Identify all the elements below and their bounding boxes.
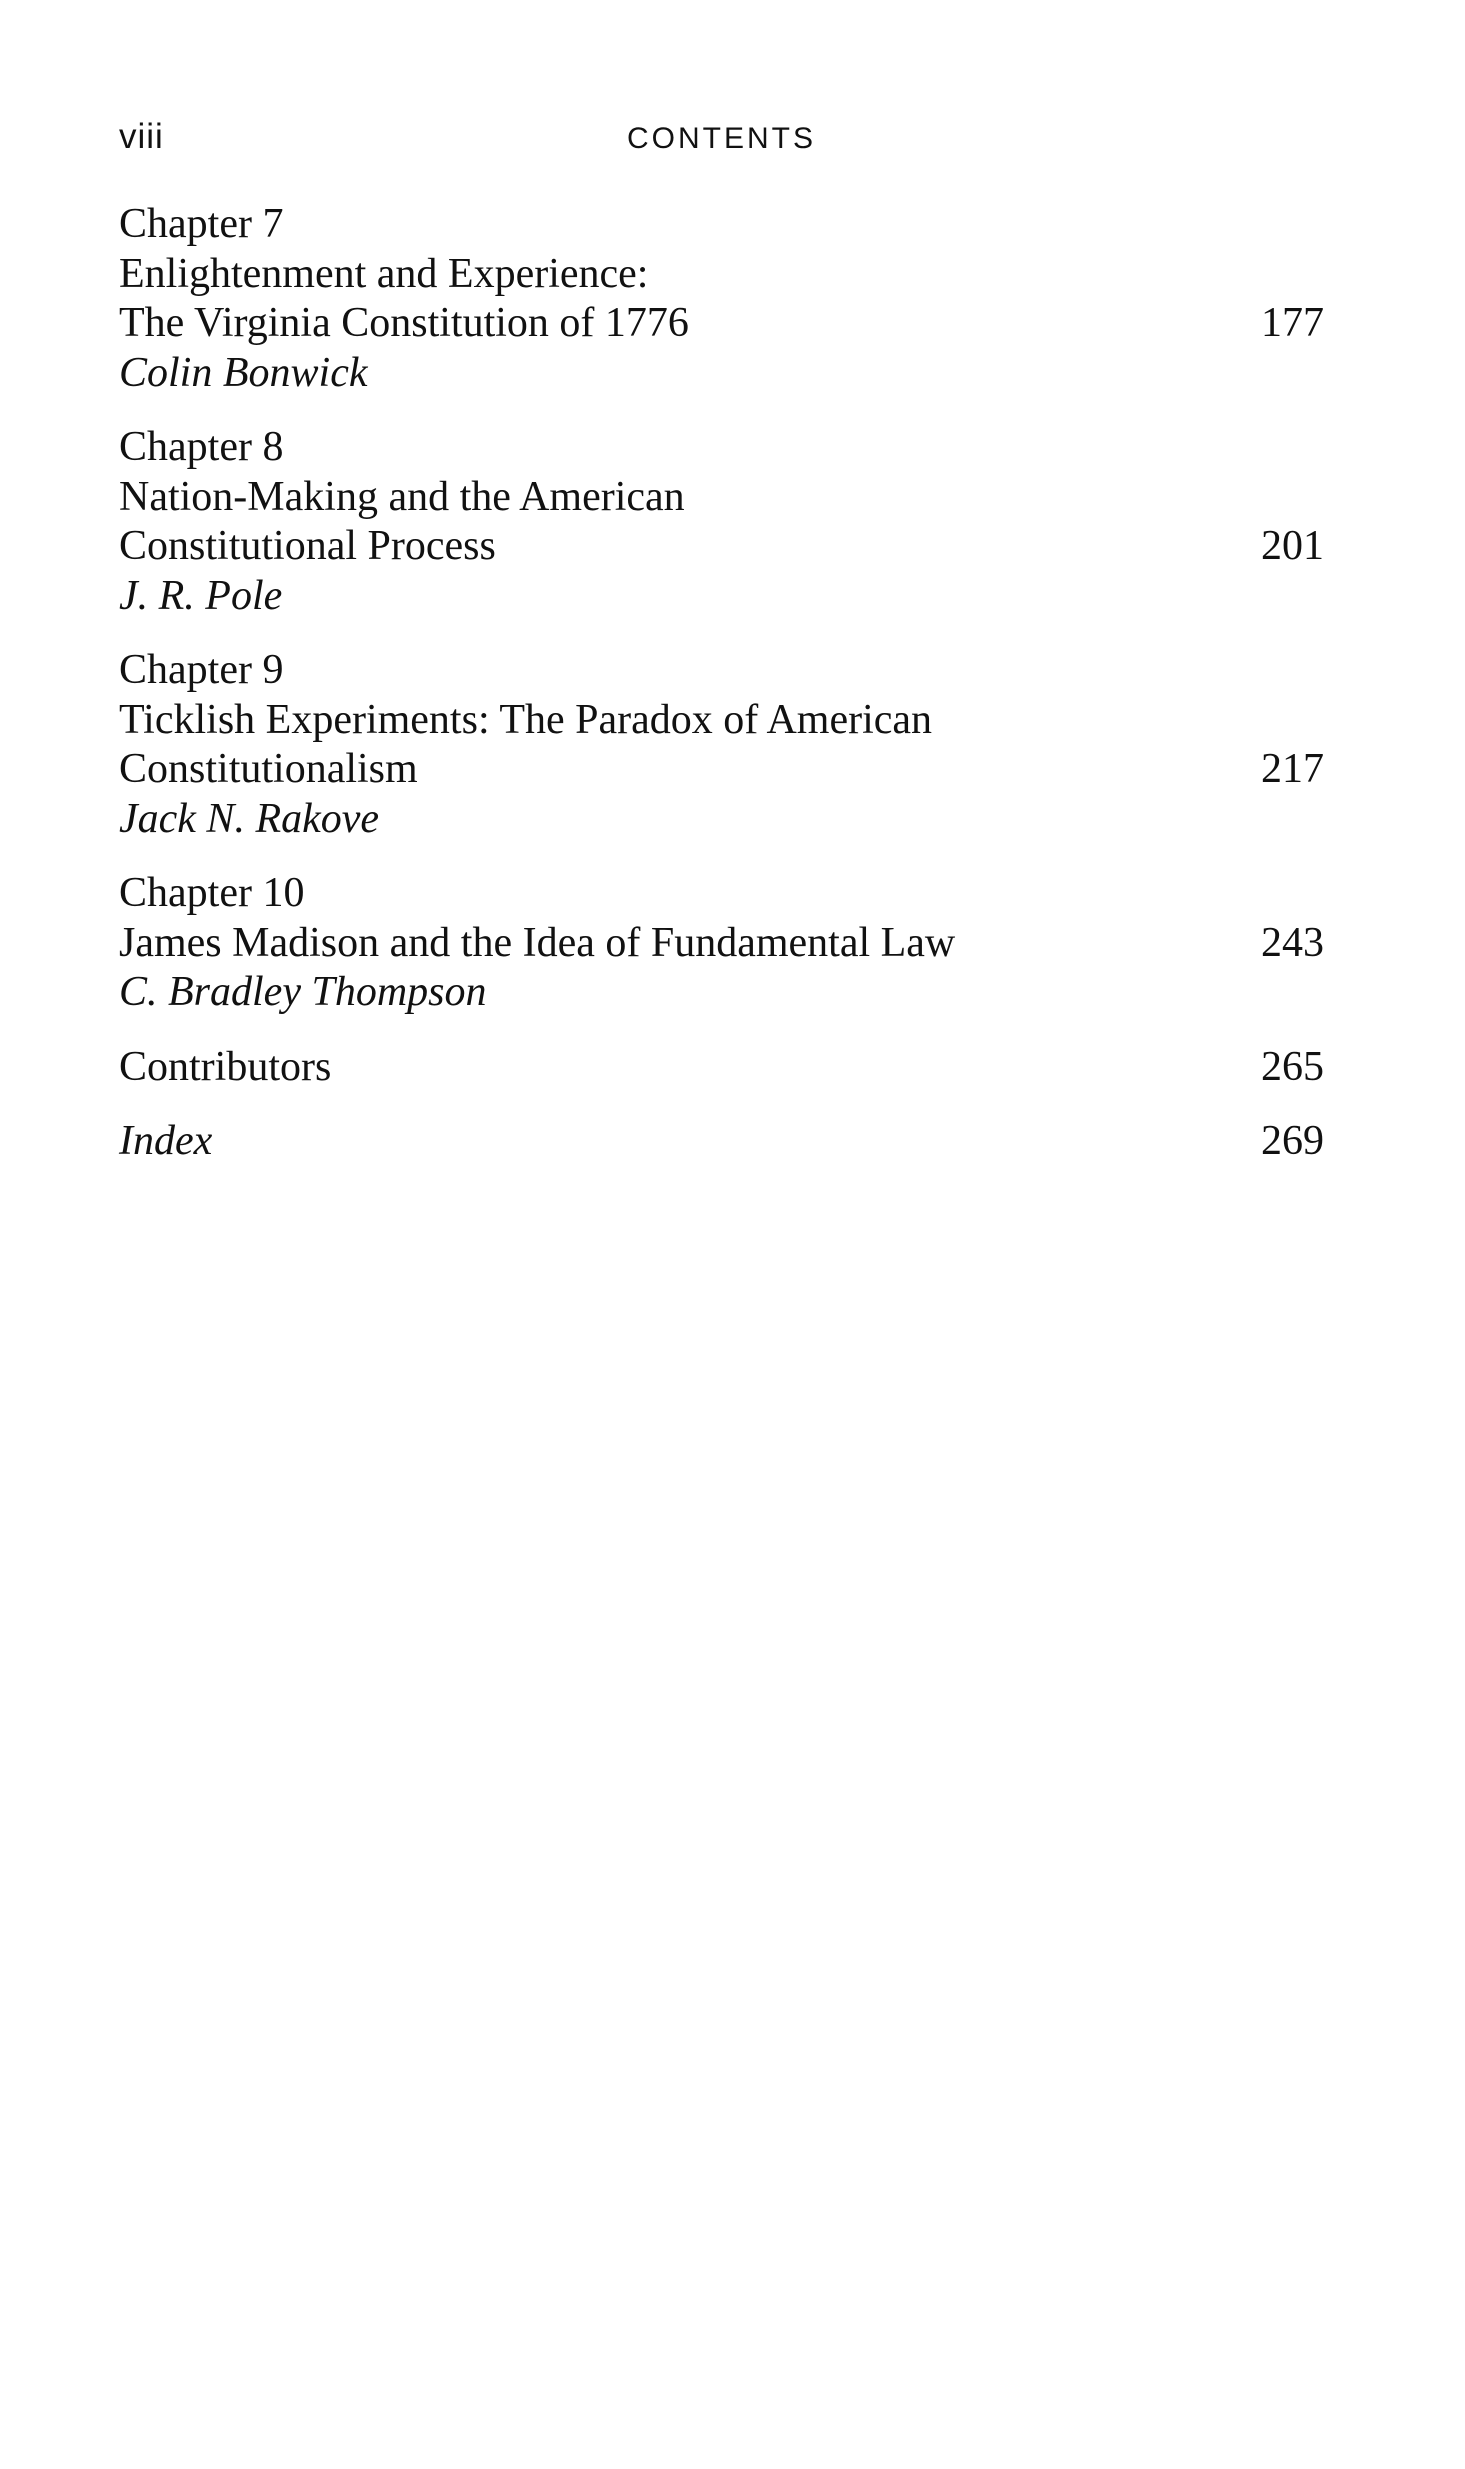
back-matter-title: Index — [119, 1118, 213, 1164]
chapter-label: Chapter 8 — [119, 424, 284, 470]
back-matter-page-number: 269 — [1261, 1118, 1324, 1164]
chapter-title-line: James Madison and the Idea of Fundamental Law — [119, 919, 956, 966]
chapter-label: Chapter 7 — [119, 201, 284, 247]
toc-entry-contributors[interactable] — [119, 1043, 1324, 1093]
toc-entry-index[interactable] — [119, 1117, 1324, 1167]
chapter-author: Jack N. Rakove — [119, 795, 380, 842]
chapter-title-line: Enlightenment and Experience: — [119, 250, 649, 297]
chapter-title-line: Constitutional Process — [119, 523, 496, 569]
toc-entry-chapter-9[interactable] — [119, 646, 1324, 844]
chapter-page-number: 177 — [1261, 300, 1324, 346]
chapter-author: C. Bradley Thompson — [119, 969, 487, 1015]
chapter-page-number: 201 — [1261, 523, 1324, 569]
chapter-title-line: Nation-Making and the American — [119, 473, 685, 520]
chapter-page-number: 243 — [1261, 919, 1324, 966]
chapter-title-line: Constitutionalism — [119, 746, 418, 792]
chapter-title-line: Ticklish Experiments: The Paradox of American — [119, 696, 933, 743]
chapter-label: Chapter 10 — [119, 870, 305, 916]
back-matter-page-number: 265 — [1261, 1043, 1324, 1090]
running-head — [119, 112, 1324, 162]
chapter-title-line: The Virginia Constitution of 1776 — [119, 300, 689, 346]
toc-entry-chapter-10[interactable] — [119, 869, 1324, 1018]
chapter-label: Chapter 9 — [119, 647, 284, 693]
table-of-contents — [119, 200, 1324, 1192]
toc-entry-chapter-7[interactable] — [119, 200, 1324, 398]
page-number: viii — [119, 117, 164, 156]
running-head-title: CONTENTS — [627, 122, 816, 155]
chapter-author: Colin Bonwick — [119, 349, 368, 396]
chapter-page-number: 217 — [1261, 746, 1324, 792]
toc-entry-chapter-8[interactable] — [119, 423, 1324, 621]
back-matter-title: Contributors — [119, 1043, 332, 1090]
chapter-author: J. R. Pole — [119, 572, 283, 619]
